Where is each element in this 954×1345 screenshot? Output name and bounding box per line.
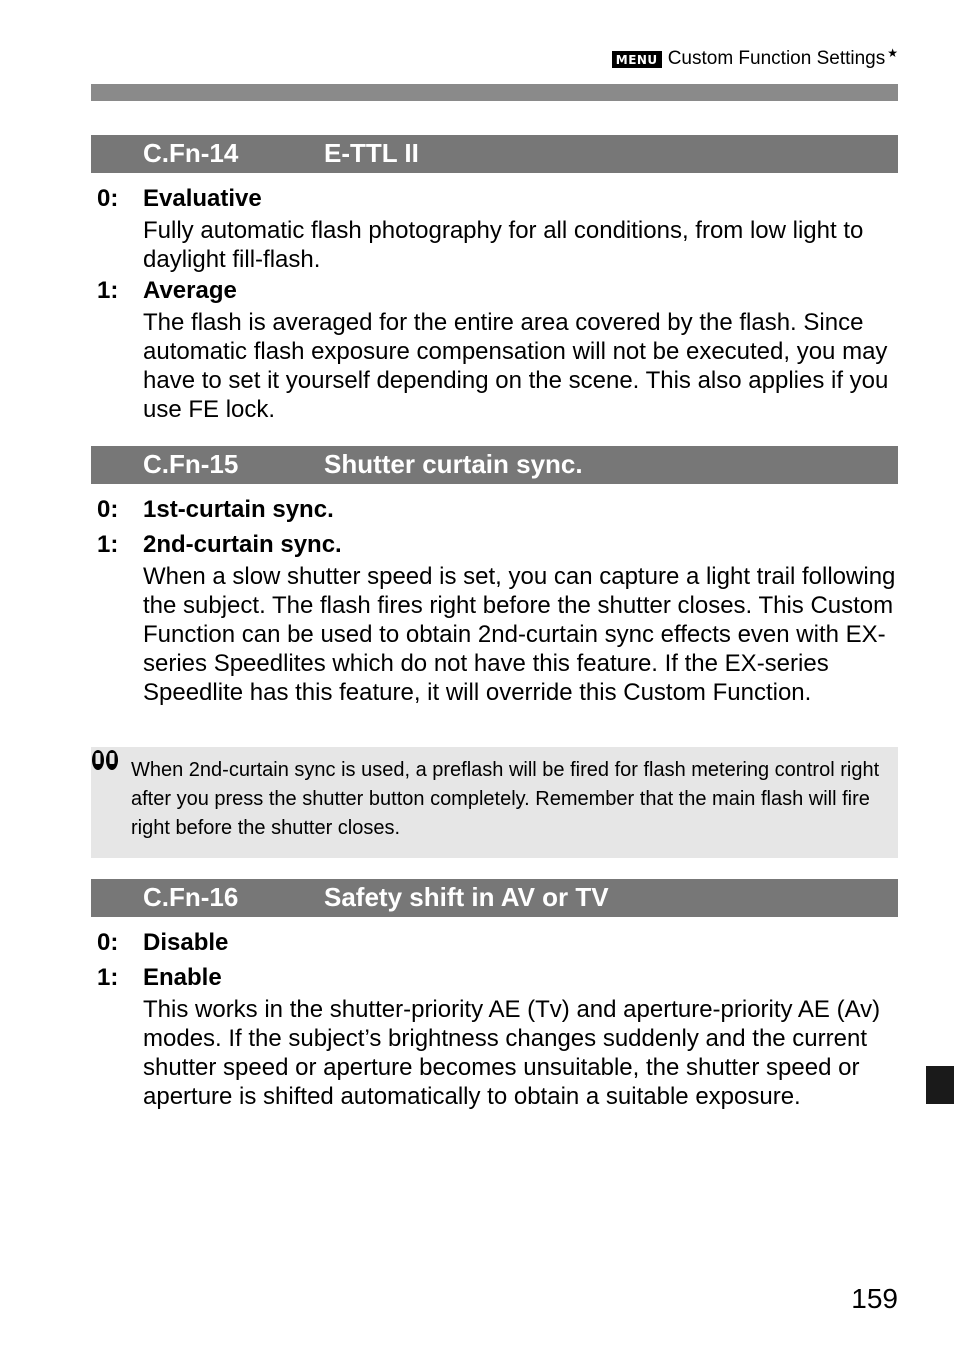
option-label: Enable <box>143 964 222 991</box>
option-description: When a slow shutter speed is set, you can capture a light trail following the subject. The flash fires right before the shutter closes. This Custom Function can be used to obtain 2nd-curtain sync effects even with EX-series Speedlites which do not have this feature. If the EX-series Speedlite has this feature, it will override this Custom Function. <box>143 563 896 706</box>
option-number: 0: <box>97 496 119 523</box>
section-code: C.Fn-16 <box>143 882 239 912</box>
option-description: This works in the shutter-priority AE (Tv) and aperture-priority AE (Av) modes. If the subject’s brightness changes suddenly and the current shutter speed or aperture becomes unsuitable, the shutter speed or aperture is shifted automatically to obtain a suitable exposure. <box>143 996 881 1110</box>
section-title: Safety shift in AV or TV <box>324 882 609 912</box>
option-label: Evaluative <box>143 185 262 212</box>
option-number: 1: <box>97 964 119 991</box>
option-description: The flash is averaged for the entire area covered by the flash. Since automatic flash exposure compensation will not be executed, you may have to set it yourself depending on the scene. This also applies if you use FE lock. <box>143 309 889 423</box>
option-label: Average <box>143 277 237 304</box>
chapter-tab <box>926 1066 954 1104</box>
menu-icon: MENU <box>612 51 662 68</box>
page-number: 159 <box>851 1283 898 1314</box>
section-code: C.Fn-15 <box>143 449 239 479</box>
option-label: 2nd-curtain sync. <box>143 531 342 558</box>
section-code: C.Fn-14 <box>143 138 239 168</box>
page-header <box>612 48 898 70</box>
option-number: 0: <box>97 929 119 956</box>
option-label: Disable <box>143 929 229 956</box>
option-label: 1st-curtain sync. <box>143 496 334 523</box>
option-number: 1: <box>97 531 119 558</box>
option-description: Fully automatic flash photography for all conditions, from low light to daylight fill-flash. <box>143 217 864 273</box>
star-icon: ★ <box>887 46 898 60</box>
section-title: E-TTL II <box>324 138 419 168</box>
section-bar-cfn14 <box>91 135 898 173</box>
caution-icon <box>91 749 119 777</box>
option-number: 0: <box>97 185 119 212</box>
option-number: 1: <box>97 277 119 304</box>
section-bar-cfn15 <box>91 446 898 484</box>
section-bar-cfn16 <box>91 879 898 917</box>
caution-box <box>91 747 898 858</box>
header-title: Custom Function Settings <box>667 48 886 69</box>
caution-text: When 2nd-curtain sync is used, a preflash will be fired for flash metering control right after you press the shutter button completely. Remember that the main flash will fire right before the shutter closes. <box>131 759 880 839</box>
section-title: Shutter curtain sync. <box>324 449 583 479</box>
header-rule <box>91 84 898 101</box>
